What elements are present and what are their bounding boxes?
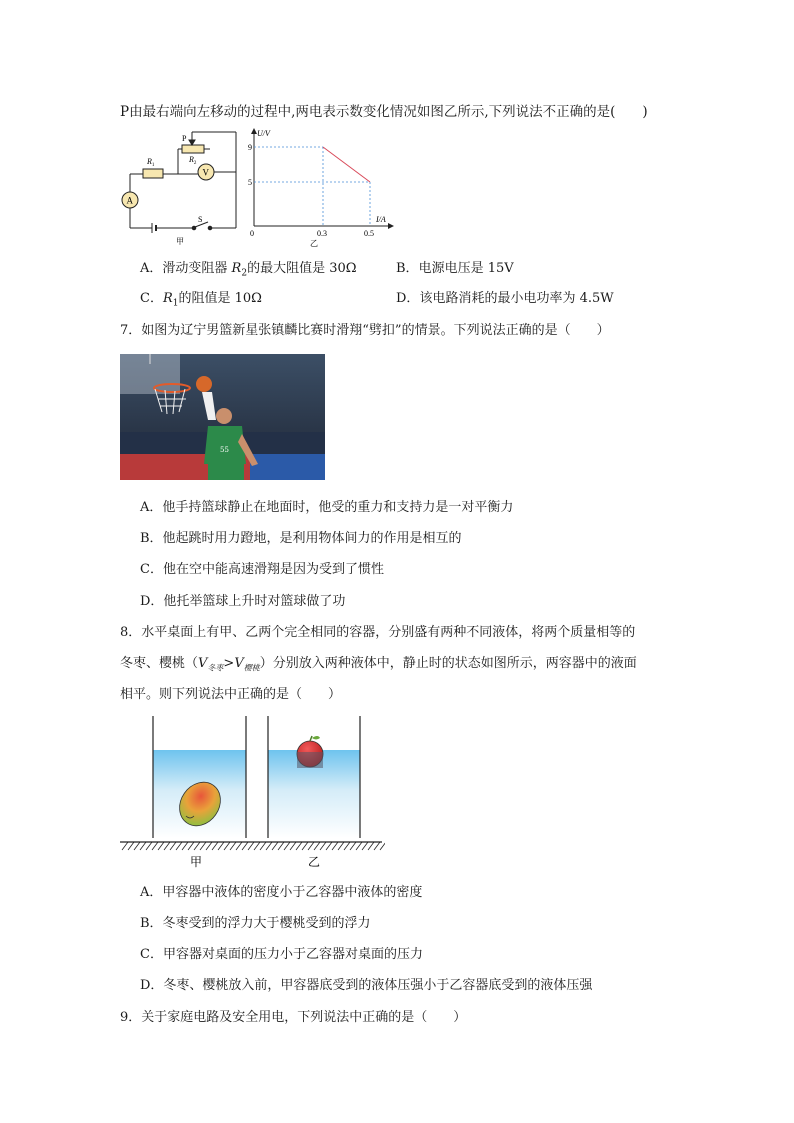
voltmeter-label: V — [202, 167, 209, 178]
table-hatch — [206, 842, 212, 850]
containers-diagram — [120, 712, 385, 872]
table-hatch — [308, 842, 314, 850]
table-hatch — [164, 842, 170, 850]
q6-option-c: C．$R_1$的阻值是 10Ω — [140, 291, 262, 309]
circuit-caption: 甲 — [176, 237, 184, 246]
table-hatch — [134, 842, 140, 850]
table-hatch — [290, 842, 296, 850]
switch-label: S — [198, 215, 203, 224]
q6-option-b: B．电源电压是 15V — [396, 261, 514, 276]
table-hatch — [236, 842, 242, 850]
table-hatch — [158, 842, 164, 850]
table-hatch — [260, 842, 266, 850]
table-hatch — [380, 842, 385, 850]
resistor-r1 — [143, 169, 163, 178]
table-hatch — [362, 842, 368, 850]
jersey-number: 55 — [220, 446, 229, 454]
r1-label: $R_1$ — [147, 157, 155, 168]
table-hatch — [272, 842, 278, 850]
container-right-caption: 乙 — [308, 855, 321, 869]
graph-caption: 乙 — [310, 239, 318, 248]
basketball-photo — [120, 354, 325, 480]
q7-option-d: D．他托举篮球上升时对篮球做了功 — [140, 594, 346, 609]
table-hatch — [266, 842, 272, 850]
y-tick-5: 5 — [248, 178, 252, 187]
resistor-r2 — [182, 145, 204, 153]
x-tick-0.5: 0.5 — [364, 229, 374, 238]
question6-stem: P由最右端向左移动的过程中,两电表示数变化情况如图乙所示,下列说法不正确的是( ) — [120, 104, 648, 120]
table-hatch — [284, 842, 290, 850]
question7-stem: 7．如图为辽宁男篮新星张镇麟比赛时滑翔“劈扣”的情景。下列说法正确的是（ ） — [120, 323, 610, 338]
table-hatch — [152, 842, 158, 850]
table-hatch — [278, 842, 284, 850]
table-hatch — [302, 842, 308, 850]
table-hatch — [344, 842, 350, 850]
slider-p-label: P — [182, 134, 187, 143]
table-hatch — [146, 842, 152, 850]
table-hatch — [338, 842, 344, 850]
table-hatch — [182, 842, 188, 850]
r2-label: $R_2$ — [189, 155, 197, 166]
q7-option-a: A．他手持篮球静止在地面时，他受的重力和支持力是一对平衡力 — [140, 500, 514, 515]
table-hatch — [242, 842, 248, 850]
q8-option-a: A．甲容器中液体的密度小于乙容器中液体的密度 — [140, 885, 423, 900]
q7-option-c: C．他在空中能高速滑翔是因为受到了惯性 — [140, 562, 384, 577]
table-hatch — [218, 842, 224, 850]
table-hatch — [368, 842, 374, 850]
table-hatch — [212, 842, 218, 850]
table-hatch — [128, 842, 134, 850]
circuit-diagram — [118, 128, 248, 248]
table-hatch — [332, 842, 338, 850]
table-hatch — [350, 842, 356, 850]
container-left-caption: 甲 — [190, 855, 203, 869]
q8-option-c: C．甲容器对桌面的压力小于乙容器对桌面的压力 — [140, 947, 423, 962]
table-hatch — [200, 842, 206, 850]
q7-option-b: B．他起跳时用力蹬地，是利用物体间力的作用是相互的 — [140, 531, 462, 546]
table-hatch — [122, 842, 128, 850]
table-hatch — [170, 842, 176, 850]
ammeter-label: A — [126, 195, 133, 206]
y-tick-9: 9 — [248, 143, 252, 152]
graph-line — [323, 147, 370, 182]
question8-stem-line2: 冬枣、樱桃$(V_{冬枣}>V_{樱桃})$分别放入两种液体中，静止时的状态如图所示，两容器中的液面 — [120, 656, 637, 673]
table-hatch — [326, 842, 332, 850]
y-axis-label: U/V — [257, 129, 270, 138]
table-hatch — [188, 842, 194, 850]
table-hatch — [176, 842, 182, 850]
table-hatch — [254, 842, 260, 850]
table-hatch — [140, 842, 146, 850]
table-hatch — [194, 842, 200, 850]
table-hatch — [374, 842, 380, 850]
q6-option-d: D．该电路消耗的最小电功率为 4.5W — [396, 291, 614, 306]
table-hatch — [230, 842, 236, 850]
table-hatch — [248, 842, 254, 850]
question8-stem-line3: 相平。则下列说法中正确的是（ ） — [120, 687, 342, 702]
table-hatch — [320, 842, 326, 850]
q8-option-b: B．冬枣受到的浮力大于樱桃受到的浮力 — [140, 916, 371, 931]
x-tick-0.3: 0.3 — [317, 229, 327, 238]
question8-stem-line1: 8．水平桌面上有甲、乙两个完全相同的容器，分别盛有两种不同液体，将两个质量相等的 — [120, 625, 636, 640]
x-axis-label: I/A — [376, 215, 386, 224]
table-hatch — [314, 842, 320, 850]
table-hatch — [224, 842, 230, 850]
q8-option-d: D．冬枣、樱桃放入前，甲容器底受到的液体压强小于乙容器底受到的液体压强 — [140, 978, 593, 993]
origin-label: 0 — [250, 229, 254, 238]
table-hatch — [296, 842, 302, 850]
question9-stem: 9．关于家庭电路及安全用电，下列说法中正确的是（ ） — [120, 1010, 467, 1025]
ui-graph — [248, 126, 398, 250]
q6-option-a: A．滑动变阻器 $R_2$的最大阻值是 30Ω — [140, 261, 357, 279]
table-hatch — [356, 842, 362, 850]
